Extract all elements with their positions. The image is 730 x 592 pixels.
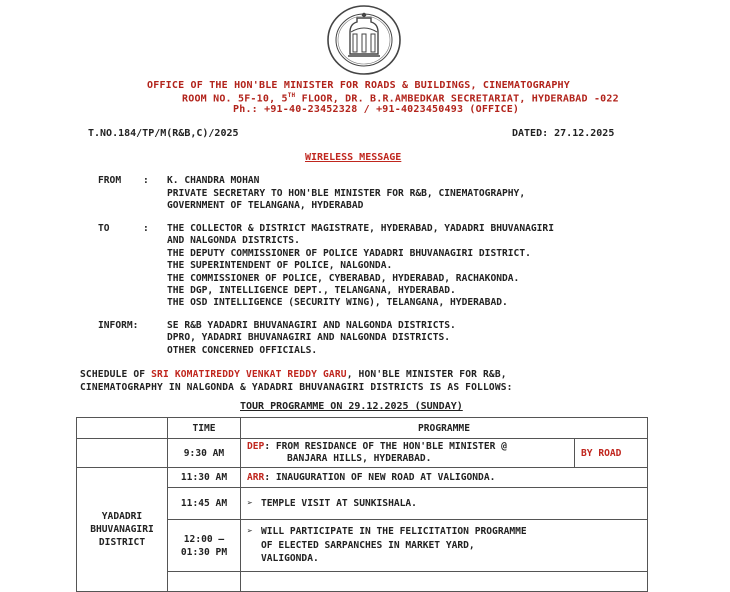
table-row (77, 468, 648, 488)
row-text-3: VALIGONDA. (261, 553, 319, 565)
schedule-pre: SCHEDULE OF (80, 369, 152, 380)
district-line: DISTRICT (98, 537, 146, 548)
to-line: THE SUPERINTENDENT OF POLICE, NALGONDA. (167, 260, 393, 272)
cut-off-cell (241, 572, 648, 592)
minister-name: SRI KOMATIREDDY VENKAT REDDY GARU (151, 369, 347, 380)
from-block (167, 175, 525, 213)
inform-line: DPRO, YADADRI BHUVANAGIRI AND NALGONDA DISTRICTS. (167, 332, 451, 344)
to-label: TO (98, 223, 110, 234)
row-text: WILL PARTICIPATE IN THE FELICITATION PROGRAMME (261, 526, 527, 538)
from-line: K. CHANDRA MOHAN (167, 175, 260, 186)
row-time: 11:45 AM (168, 488, 241, 520)
office-name: OFFICE OF THE HON'BLE MINISTER FOR ROADS & BUILDINGS, CINEMATOGRAPHY (147, 80, 570, 91)
document-date: DATED: 27.12.2025 (512, 128, 615, 139)
row-text: : FROM RESIDANCE OF THE HON'BLE MINISTER @ (264, 441, 507, 452)
row-text-2: OF ELECTED SARPANCHES IN MARKET YARD, (261, 539, 475, 551)
to-line: THE DEPUTY COMMISSIONER OF POLICE YADADRI BHUVANAGIRI DISTRICT. (167, 247, 531, 259)
row-time (168, 520, 241, 572)
row-text: TEMPLE VISIT AT SUNKISHALA. (261, 498, 417, 509)
time-header: TIME (168, 418, 241, 439)
row-programme (241, 520, 648, 572)
schedule-post: , HON'BLE MINISTER FOR R&B, (346, 369, 507, 380)
row-tag: DEP (247, 441, 265, 452)
to-line: AND NALGONDA DISTRICTS. (167, 235, 300, 247)
to-line: THE OSD INTELLIGENCE (SECURITY WING), TELANGANA, HYDERABAD. (167, 297, 508, 309)
row-time: 11:30 AM (168, 468, 241, 488)
address-part-2: FLOOR, DR. B.R.AMBEDKAR SECRETARIAT, HYDERABAD -022 (295, 93, 619, 105)
row-time-end: 01:30 PM (180, 546, 228, 558)
message-title: WIRELESS MESSAGE (305, 152, 402, 163)
row-text: : INAUGURATION OF NEW ROAD AT VALIGONDA. (264, 472, 496, 483)
district-header-cell (77, 418, 168, 439)
to-line: THE COMMISSIONER OF POLICE, CYBERABAD, HYDERABAD, RACHAKONDA. (167, 272, 520, 284)
row-programme (241, 468, 648, 488)
schedule-line-1 (80, 369, 507, 380)
inform-block (167, 320, 456, 357)
office-phone: Ph.: +91-40-23452328 / +91-4023450493 (OFFICE) (233, 104, 520, 115)
address-part: ROOM NO. 5F-10, 5 (182, 93, 288, 105)
arrow-bullet-icon: ➢ (247, 498, 253, 509)
inform-label: INFORM: (98, 320, 139, 331)
government-seal (326, 4, 402, 76)
from-line: PRIVATE SECRETARY TO HON'BLE MINISTER FOR R&B, CINEMATOGRAPHY, (167, 187, 526, 199)
arrow-bullet-icon: ➢ (247, 526, 253, 538)
programme-table (76, 417, 648, 592)
table-row (77, 439, 648, 468)
to-block (167, 223, 554, 310)
empty-district-cell (77, 439, 168, 468)
schedule-line-2: CINEMATOGRAPHY IN NALGONDA & YADADRI BHUVANAGIRI DISTRICTS IS AS FOLLOWS: (80, 382, 513, 393)
district-line: BHUVANAGIRI (90, 524, 154, 535)
table-header-row (77, 418, 648, 439)
from-label: FROM (98, 175, 122, 186)
telangana-emblem-icon (326, 4, 402, 76)
to-colon: : (143, 223, 149, 234)
programme-header: PROGRAMME (241, 418, 648, 439)
travel-mode: BY ROAD (575, 439, 648, 468)
district-line: YADADRI (101, 511, 143, 522)
tour-title: TOUR PROGRAMME ON 29.12.2025 (SUNDAY) (240, 401, 463, 412)
row-programme (241, 488, 648, 520)
row-time-start: 12:00 – (183, 533, 225, 545)
cut-off-cell (168, 572, 241, 592)
row-tag: ARR (247, 472, 265, 483)
reference-number: T.NO.184/TP/M(R&B,C)/2025 (88, 128, 239, 139)
from-line: GOVERNMENT OF TELANGANA, HYDERABAD (167, 200, 364, 211)
row-time: 9:30 AM (168, 439, 241, 468)
inform-line: OTHER CONCERNED OFFICIALS. (167, 344, 318, 356)
inform-line: SE R&B YADADRI BHUVANAGIRI AND NALGONDA DISTRICTS. (167, 320, 456, 331)
from-colon: : (143, 175, 149, 186)
row-text-2: BANJARA HILLS, HYDERABAD. (287, 453, 432, 464)
district-cell (77, 468, 168, 592)
office-address (182, 92, 619, 104)
to-line: THE COLLECTOR & DISTRICT MAGISTRATE, HYDERABAD, YADADRI BHUVANAGIRI (167, 223, 554, 234)
address-sup: TH (287, 92, 296, 99)
row-programme (241, 439, 575, 468)
to-line: THE DGP, INTELLIGENCE DEPT., TELANGANA, HYDERABAD. (167, 285, 456, 297)
